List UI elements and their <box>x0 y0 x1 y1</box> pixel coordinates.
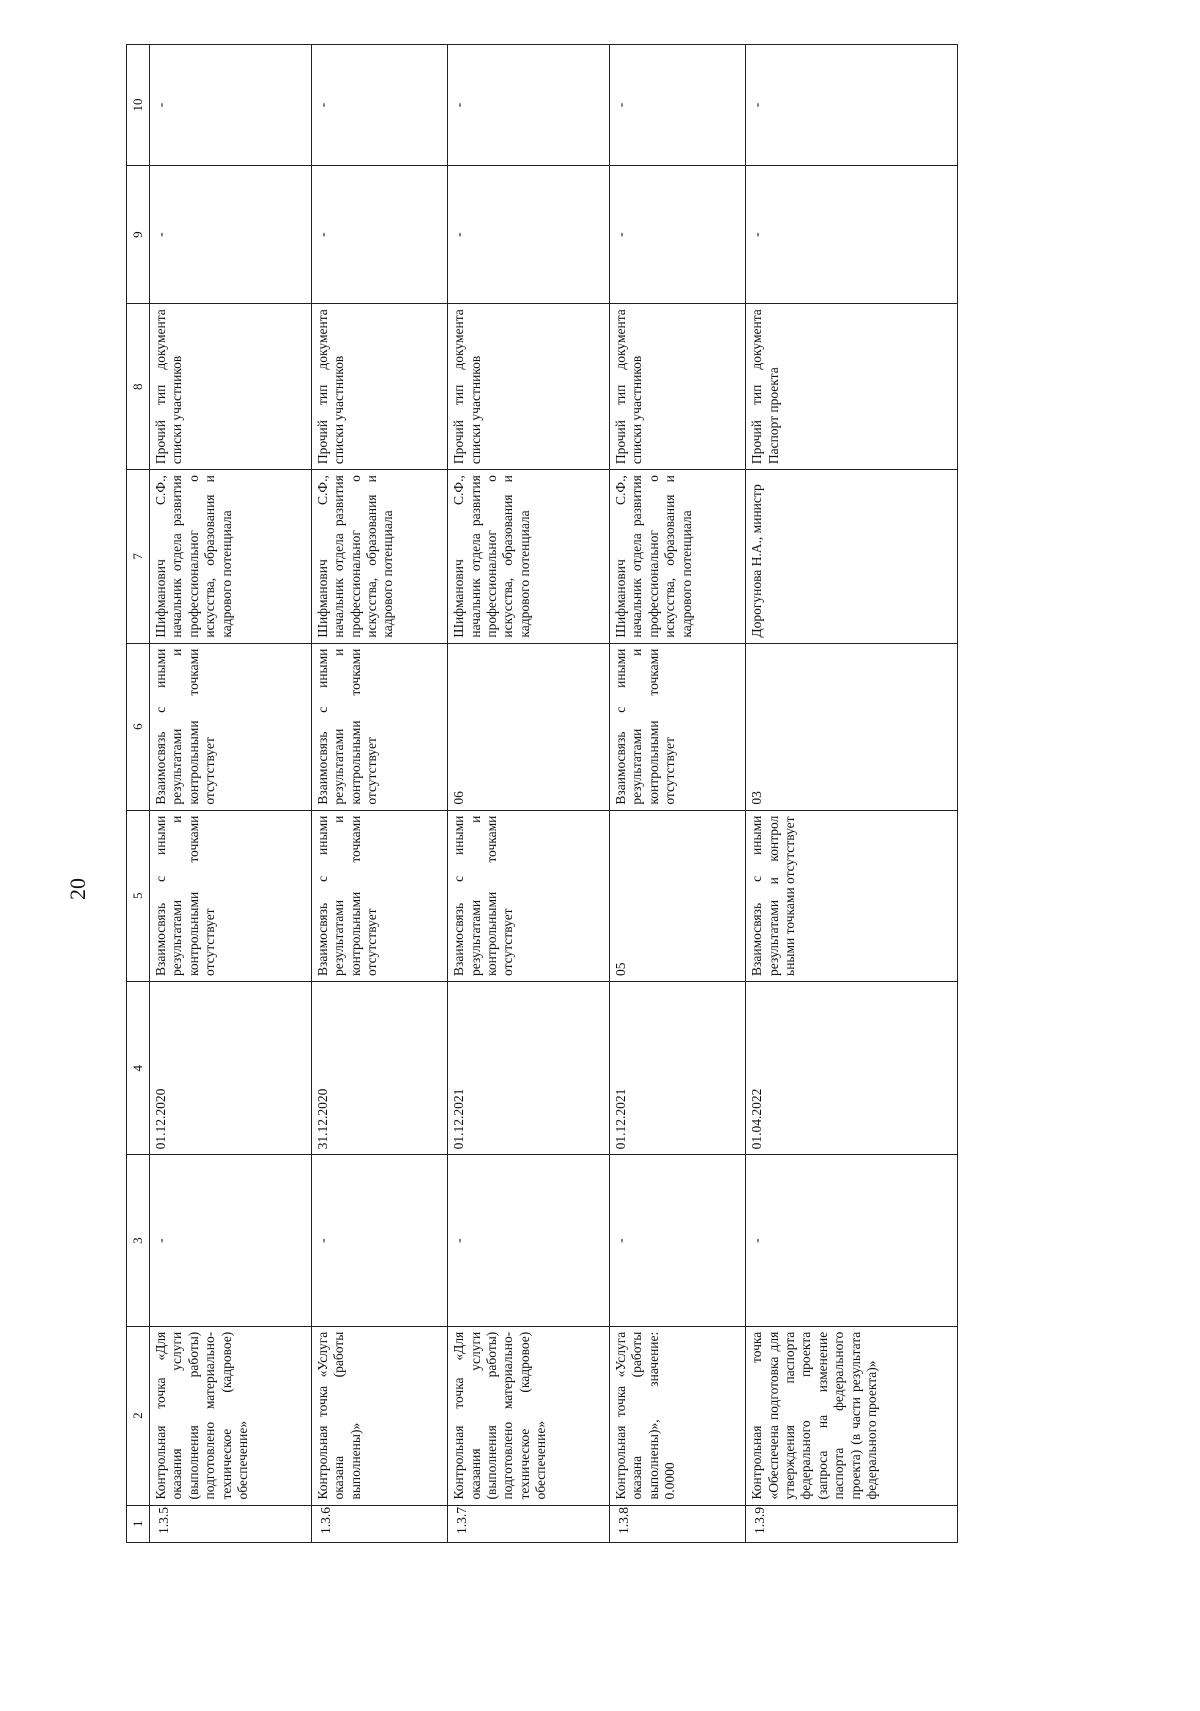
end-date-cell: 01.04.2022 <box>746 981 958 1154</box>
row-number: 1.3.7 <box>448 1505 610 1542</box>
responsible-cell: Шифманович С.Ф., начальник отдела развития профессиональног о искусства, образования и кадрового потенциала <box>311 470 447 643</box>
column-9-cell: - <box>311 166 447 304</box>
row-number: 1.3.6 <box>311 1505 447 1542</box>
control-point-name: Контрольная точка «Услуга оказана (работы выполнены)», значение: 0.0000 <box>609 1326 745 1505</box>
predecessor-cell: Взаимосвязь с иными результатами и контрол ьными точками отсутствует <box>746 810 958 981</box>
row-number: 1.3.9 <box>746 1505 958 1542</box>
successor-cell: Взаимосвязь с иными результатами и контрольными точками отсутствует <box>609 643 745 810</box>
document-type-cell: Прочий тип документа Паспорт проекта <box>746 304 958 470</box>
row-number: 1.3.5 <box>150 1505 312 1542</box>
successor-cell: 06 <box>448 643 610 810</box>
table-row <box>609 45 745 1543</box>
header-col-4: 4 <box>127 981 150 1154</box>
end-date-cell: 01.12.2021 <box>448 981 610 1154</box>
start-date-cell: - <box>746 1155 958 1326</box>
document-type-cell: Прочий тип документа списки участников <box>448 304 610 470</box>
document-type-cell: Прочий тип документа списки участников <box>609 304 745 470</box>
end-date-cell: 01.12.2021 <box>609 981 745 1154</box>
start-date-cell: - <box>150 1155 312 1326</box>
start-date-cell: - <box>311 1155 447 1326</box>
header-col-1: 1 <box>127 1505 150 1542</box>
header-col-3: 3 <box>127 1155 150 1326</box>
header-col-9: 9 <box>127 166 150 304</box>
document-type-cell: Прочий тип документа списки участников <box>150 304 312 470</box>
header-col-2: 2 <box>127 1326 150 1505</box>
control-points-table <box>126 44 958 1543</box>
header-col-10: 10 <box>127 45 150 166</box>
control-point-name: Контрольная точка «Для оказания услуги (выполнения работы) подготовлено материально-техническое (кадровое) обеспечение» <box>150 1326 312 1505</box>
header-col-8: 8 <box>127 304 150 470</box>
successor-cell: 03 <box>746 643 958 810</box>
responsible-cell: Шифманович С.Ф., начальник отдела развития профессиональног о искусства, образования и кадрового потенциала <box>448 470 610 643</box>
predecessor-cell: Взаимосвязь с иными результатами и контрольными точками отсутствует <box>311 810 447 981</box>
end-date-cell: 31.12.2020 <box>311 981 447 1154</box>
end-date-cell: 01.12.2020 <box>150 981 312 1154</box>
column-9-cell: - <box>609 166 745 304</box>
control-point-name: Контрольная точка «Для оказания услуги (выполнения работы) подготовлено материально-техническое (кадровое) обеспечение» <box>448 1326 610 1505</box>
predecessor-cell: Взаимосвязь с иными результатами и контрольными точками отсутствует <box>150 810 312 981</box>
table-row <box>746 45 958 1543</box>
column-10-cell: - <box>746 45 958 166</box>
header-col-5: 5 <box>127 810 150 981</box>
document-type-cell: Прочий тип документа списки участников <box>311 304 447 470</box>
control-points-table-container <box>126 44 958 1543</box>
start-date-cell: - <box>609 1155 745 1326</box>
table-row <box>150 45 312 1543</box>
table-row <box>448 45 610 1543</box>
column-10-cell: - <box>311 45 447 166</box>
header-col-7: 7 <box>127 470 150 643</box>
column-9-cell: - <box>150 166 312 304</box>
table-row <box>311 45 447 1543</box>
header-row <box>127 45 150 1543</box>
column-9-cell: - <box>746 166 958 304</box>
start-date-cell: - <box>448 1155 610 1326</box>
header-col-6: 6 <box>127 643 150 810</box>
successor-cell: Взаимосвязь с иными результатами и контрольными точками отсутствует <box>150 643 312 810</box>
predecessor-cell: 05 <box>609 810 745 981</box>
column-10-cell: - <box>609 45 745 166</box>
column-10-cell: - <box>150 45 312 166</box>
control-point-name: Контрольная точка «Обеспечена подготовка для утверждения паспорта федерального проекта (запроса на изменение паспорта федерального проекта) (в части результата федерального проекта)» <box>746 1326 958 1505</box>
predecessor-cell: Взаимосвязь с иными результатами и контрольными точками отсутствует <box>448 810 610 981</box>
control-point-name: Контрольная точка «Услуга оказана (работы выполнены)» <box>311 1326 447 1505</box>
column-9-cell: - <box>448 166 610 304</box>
responsible-cell: Дорогунова Н.А., министр <box>746 470 958 643</box>
row-number: 1.3.8 <box>609 1505 745 1542</box>
page-number: 20 <box>65 878 90 900</box>
responsible-cell: Шифманович С.Ф., начальник отдела развития профессиональног о искусства, образования и кадрового потенциала <box>150 470 312 643</box>
column-10-cell: - <box>448 45 610 166</box>
responsible-cell: Шифманович С.Ф., начальник отдела развития профессиональног о искусства, образования и кадрового потенциала <box>609 470 745 643</box>
successor-cell: Взаимосвязь с иными результатами и контрольными точками отсутствует <box>311 643 447 810</box>
